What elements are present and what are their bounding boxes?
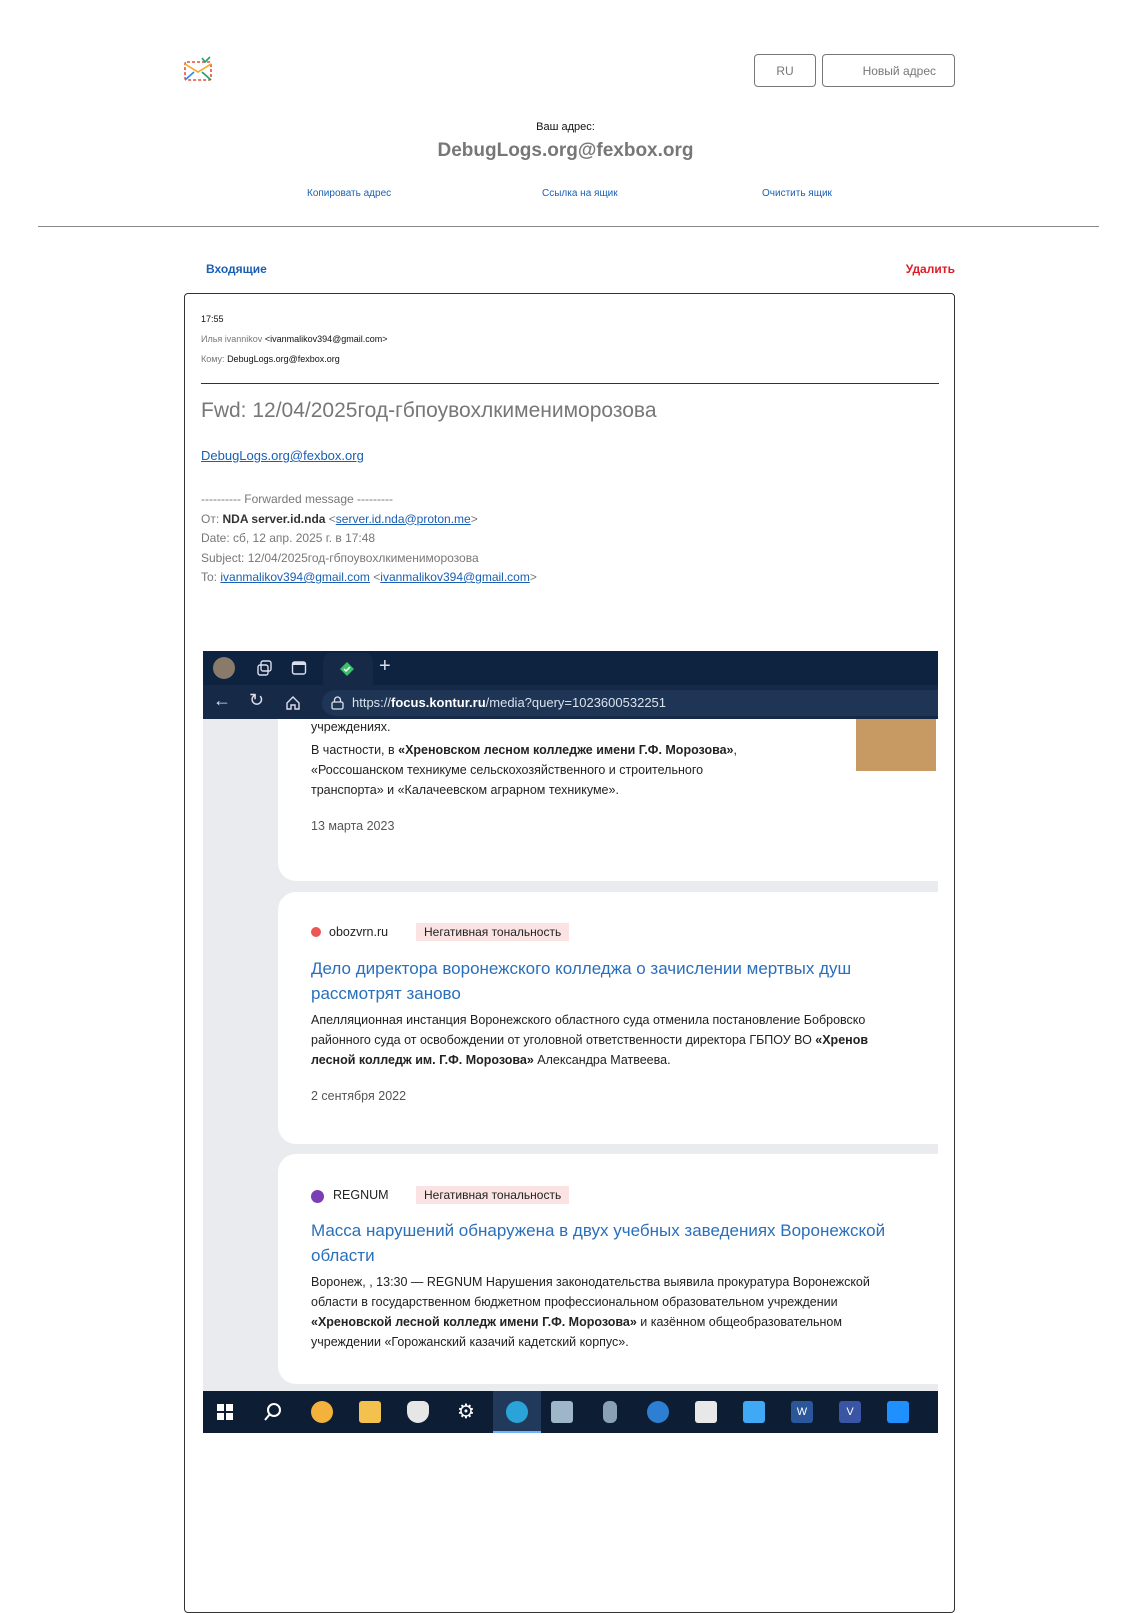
edge-taskbar-item[interactable] (493, 1391, 541, 1433)
word-icon[interactable]: W (791, 1401, 813, 1423)
news-title-link[interactable]: области (311, 1246, 375, 1265)
card-text-bold: лесной колледж им. Г.Ф. Морозова» (311, 1053, 534, 1067)
forwarded-header: ---------- Forwarded message --------- (201, 492, 393, 506)
edge-browser-icon (506, 1401, 528, 1423)
message-subject: Fwd: 12/04/2025год-гбпоувохлкимениморозова (201, 399, 657, 422)
top-bar (0, 0, 1131, 230)
card-text: Воронеж, , 13:30 — REGNUM Нарушения законодательства выявила прокуратура Воронежской (311, 1275, 870, 1289)
to-label: Кому: (201, 354, 225, 364)
news-card (278, 719, 938, 881)
card-text-fragment: Александра Матвеева. (533, 1053, 671, 1067)
card-text-bold: «Хренов (815, 1033, 869, 1047)
fwd-to-email-link[interactable]: ivanmalikov394@gmail.com (220, 570, 370, 584)
photos-app-icon[interactable] (551, 1401, 573, 1423)
new-address-button[interactable]: Новый адрес (822, 54, 955, 87)
card-text: учреждениях. (311, 720, 391, 734)
message-view (184, 293, 955, 1613)
language-button[interactable]: RU (754, 54, 816, 87)
forwarded-date: Date: сб, 12 апр. 2025 г. в 17:48 (201, 531, 376, 545)
tab-actions-icon (291, 660, 307, 676)
url-prefix: https:// (352, 695, 392, 710)
news-source: obozvrn.ru (329, 925, 389, 939)
fwd-from-name: NDA server.id.nda (222, 511, 326, 526)
source-favicon-icon (311, 1190, 324, 1203)
address-label: Ваш адрес: (536, 121, 595, 133)
settings-gear-icon[interactable]: ⚙ (457, 1401, 475, 1423)
security-shield-icon[interactable] (407, 1401, 429, 1423)
card-text (311, 740, 737, 760)
card-text: «Россошанском техникуме сельскохозяйственного и строительного (311, 763, 704, 777)
remote-desktop-icon[interactable] (887, 1401, 909, 1423)
card-text: области в государственном бюджетном профессиональном образовательном учреждении (311, 1295, 838, 1309)
kontur-favicon-icon (339, 661, 355, 677)
email-address[interactable]: DebugLogs.org@fexbox.org (437, 140, 694, 161)
attached-screenshot (203, 651, 938, 1433)
news-card (278, 1154, 938, 1384)
header-divider (38, 226, 1099, 227)
mailbox-link[interactable]: Ссылка на ящик (542, 188, 618, 199)
card-text-bold: «Хреновской лесной колледж имени Г.Ф. Морозова» (311, 1315, 637, 1329)
browser-tab-bar (203, 651, 938, 685)
weather-icon[interactable] (311, 1401, 333, 1423)
source-favicon-icon (311, 927, 321, 937)
news-card (278, 892, 938, 1144)
back-icon[interactable]: ← (213, 690, 231, 710)
url-path: /media?query=1023600532251 (485, 695, 667, 710)
logo-icon (182, 56, 216, 84)
delete-button[interactable]: Удалить (905, 262, 955, 276)
url-field[interactable] (322, 690, 938, 716)
url-host: focus.kontur.ru (391, 695, 486, 710)
inbox-tab[interactable]: Входящие (206, 262, 267, 276)
fwd-from-email-link[interactable]: server.id.nda@proton.me (335, 511, 471, 526)
clear-mailbox-link[interactable]: Очистить ящик (762, 188, 832, 199)
from-email: <ivanmalikov394@gmail.com> (264, 334, 388, 344)
news-source: REGNUM (333, 1188, 389, 1202)
sentiment-badge: Негативная тональность (416, 1186, 569, 1204)
card-text (311, 1312, 842, 1332)
message-divider (201, 383, 939, 384)
new-tab-icon[interactable]: + (379, 655, 391, 677)
news-title-link[interactable]: рассмотрят заново (311, 984, 461, 1003)
card-text-fragment: В частности, в (311, 743, 399, 757)
copy-address-link[interactable]: Копировать адрес (307, 188, 392, 199)
to-address: DebugLogs.org@fexbox.org (227, 354, 340, 364)
fwd-from-label: От: (201, 511, 220, 526)
card-text-fragment: районного суда от освобождении от уголовной ответственности директора ГБПОУ ВО (311, 1033, 816, 1047)
lock-icon (331, 696, 344, 710)
windows-taskbar (203, 1391, 938, 1433)
card-date: 2 сентября 2022 (311, 1089, 407, 1103)
forwarded-to: To: ivanmalikov394@gmail.com <ivanmalikov394@gmail.com> (201, 570, 537, 584)
voice-recorder-icon[interactable] (603, 1401, 617, 1423)
forwarded-from: От: NDA server.id.nda <server.id.nda@proton.me> (201, 511, 478, 526)
fwd-to-email-link-2[interactable]: ivanmalikov394@gmail.com (380, 570, 530, 584)
message-from (201, 334, 388, 344)
fwd-to-label: To: (201, 570, 218, 584)
visio-icon[interactable]: V (839, 1401, 861, 1423)
file-explorer-icon[interactable] (359, 1401, 381, 1423)
card-text: Апелляционная инстанция Воронежского областного суда отменила постановление Бобровско (311, 1013, 866, 1027)
message-time: 17:55 (201, 314, 224, 324)
windows-start-icon[interactable] (217, 1404, 233, 1420)
app-icon[interactable] (743, 1401, 765, 1423)
sentiment-badge: Негативная тональность (416, 923, 569, 941)
card-text: учреждении «Горожанский казачий кадетский корпус». (311, 1335, 629, 1349)
search-icon[interactable] (263, 1402, 283, 1422)
news-title-link[interactable]: Масса нарушений обнаружена в двух учебных заведениях Воронежской (311, 1221, 886, 1240)
help-app-icon[interactable] (647, 1401, 669, 1423)
workspaces-icon (257, 660, 273, 676)
solitaire-icon[interactable] (695, 1401, 717, 1423)
card-date: 13 марта 2023 (311, 819, 395, 833)
card-text-bold: «Хреновском лесном колледже имени Г.Ф. Морозова» (398, 743, 734, 757)
home-icon[interactable] (285, 695, 301, 711)
news-title-link[interactable]: Дело директора воронежского колледжа о зачислении мертвых душ (311, 959, 852, 978)
card-text: транспорта» и «Калачеевском аграрном техникуме». (311, 783, 619, 797)
forwarded-subject: Subject: 12/04/2025год-гбпоувохлкимениморозова (201, 550, 479, 565)
card-text-fragment: , (733, 743, 737, 757)
card-text-fragment: и казённом общеобразовательном (636, 1315, 842, 1329)
active-tab[interactable] (323, 653, 373, 685)
from-name: Илья ivannikov (201, 334, 263, 344)
card-text (311, 1030, 868, 1050)
news-thumbnail (856, 719, 936, 771)
body-address-link[interactable]: DebugLogs.org@fexbox.org (201, 448, 364, 463)
card-text (311, 1050, 671, 1070)
refresh-icon[interactable]: ↻ (249, 690, 265, 710)
profile-avatar (213, 657, 235, 679)
forwarded-block (201, 490, 537, 588)
message-to (201, 354, 340, 364)
